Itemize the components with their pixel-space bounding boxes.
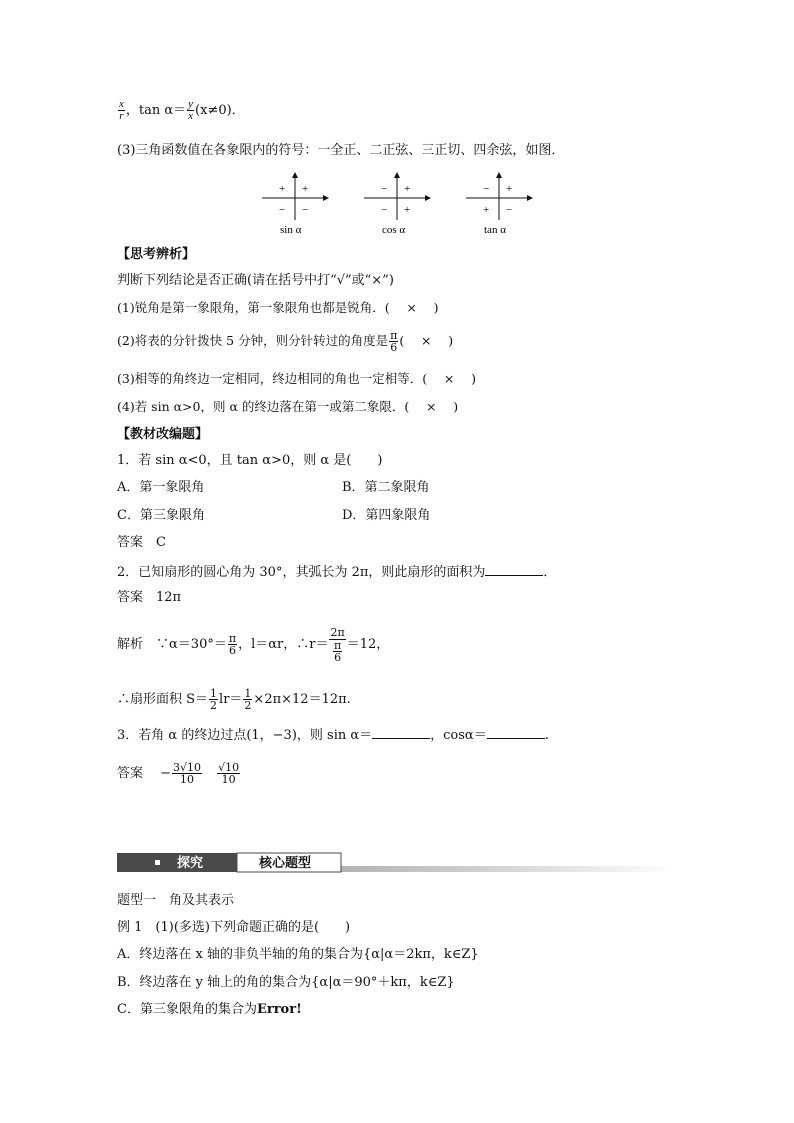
answer-fraction-1: $\frac{3√10}{10}$	[173, 761, 202, 786]
tan-label: tan α	[484, 224, 506, 236]
fraction-y-over-x: $\frac{y}{x}$	[188, 98, 194, 122]
svg-text:+: +	[404, 204, 411, 216]
think-intro: 判断下列结论是否正确(请在括号中打“√”或“×”)	[117, 273, 394, 288]
banner-left-label: 探究	[177, 855, 204, 870]
section-title: 题型一 角及其表示	[117, 893, 235, 908]
complex-fraction: $\frac{2\pi}{\frac{\pi}{6}}$	[330, 626, 345, 664]
q1-option-d: D．第四象限角	[342, 508, 431, 523]
think-item-3: (3)相等的角终边一定相同，终边相同的角也一定相等．( × )	[117, 371, 476, 386]
fraction-pi-over-6-b: $\frac{\pi}{6}$	[228, 632, 237, 657]
cos-sign-diagram	[364, 173, 430, 236]
q2-analysis: 解析 ∵α＝30°＝ $\frac{\pi}{6}$ ，l＝αr，∴r＝ $\frac{2\pi}{\frac{\pi}{6}}$ ＝12，	[117, 626, 390, 664]
fraction-pi-over-6: $\frac{\pi}{6}$	[390, 329, 398, 354]
svg-text:+: +	[483, 204, 490, 216]
example-option-c: C．第三象限角的集合为Error!	[117, 1002, 302, 1017]
banner-right-label: 核心题型	[259, 855, 312, 870]
q1-option-a: A．第一象限角	[117, 480, 205, 495]
q2-stem: 2．已知扇形的圆心角为 30°，其弧长为 2π，则此扇形的面积为 ．	[117, 565, 557, 580]
think-item-1: (1)锐角是第一象限角，第一象限角也都是锐角．( × )	[117, 300, 439, 315]
tan-sign-diagram	[466, 173, 532, 236]
svg-text:−: −	[381, 204, 388, 216]
q1-option-b: B．第二象限角	[342, 480, 430, 495]
svg-text:+: +	[279, 183, 286, 195]
q1-answer: 答案 C	[117, 535, 166, 550]
svg-text:+: +	[404, 183, 411, 195]
answer-blank	[485, 563, 543, 576]
textbook-header: 【教材改编题】	[117, 427, 209, 442]
svg-text:+: +	[506, 183, 513, 195]
example-1-stem: 例 1 (1)(多选)下列命题正确的是( )	[117, 920, 351, 935]
think-item-4: (4)若 sin α>0，则 α 的终边落在第一或第二象限．( × )	[117, 399, 459, 414]
svg-text:−: −	[381, 183, 388, 195]
fraction-half: $\frac{1}{2}$	[210, 687, 218, 712]
quadrant-sign-diagrams	[250, 170, 550, 240]
banner-bullet-icon	[155, 860, 160, 865]
section-banner	[117, 852, 677, 874]
cos-blank	[487, 726, 545, 739]
sin-sign-diagram	[262, 173, 328, 236]
answer-fraction-2: $\frac{√10}{10}$	[218, 761, 240, 786]
item3-sign-rule: (3)三角函数值在各象限内的符号：一全正、二正弦、三正切、四余弦，如图．	[117, 143, 565, 158]
q2-area: ∴扇形面积 S＝ $\frac{1}{2}$ lr＝ $\frac{1}{2}$ ×2π×12＝12π.	[117, 687, 351, 712]
fraction-x-over-r: $\frac{x}{r}$	[119, 98, 124, 122]
svg-text:−: −	[506, 204, 513, 216]
sin-blank	[372, 726, 430, 739]
q3-answer: 答案 − $\frac{3√10}{10}$ $\frac{√10}{10}$	[117, 761, 240, 786]
q2-answer: 答案 12π	[117, 590, 182, 605]
think-header: 【思考辨析】	[117, 247, 196, 262]
q1-option-c: C．第三象限角	[117, 508, 205, 523]
svg-text:+: +	[302, 183, 309, 195]
fraction-half-b: $\frac{1}{2}$	[244, 687, 252, 712]
top-formula-line: $\frac{x}{r}$ ，tan α＝ $\frac{y}{x}$ (x≠0)．	[119, 98, 245, 122]
svg-text:−: −	[302, 204, 309, 216]
cos-label: cos α	[382, 224, 406, 236]
sin-label: sin α	[280, 224, 302, 236]
q3-stem: 3．若角 α 的终边过点(1，−3)，则 sin α＝ ，cosα＝ .	[117, 728, 549, 743]
q1-stem: 1．若 sin α<0，且 tan α>0，则 α 是( )	[117, 453, 383, 468]
svg-text:−: −	[483, 183, 490, 195]
example-option-a: A．终边落在 x 轴的非负半轴的角的集合为{α|α＝2kπ，k∈Z}	[117, 947, 479, 962]
think-item-2: (2)将表的分针拨快 5 分钟，则分针转过的角度是 $\frac{\pi}{6}$ ( × )	[117, 329, 454, 354]
example-option-b: B．终边落在 y 轴上的角的集合为{α|α＝90°＋kπ，k∈Z}	[117, 975, 455, 990]
svg-text:−: −	[279, 204, 286, 216]
